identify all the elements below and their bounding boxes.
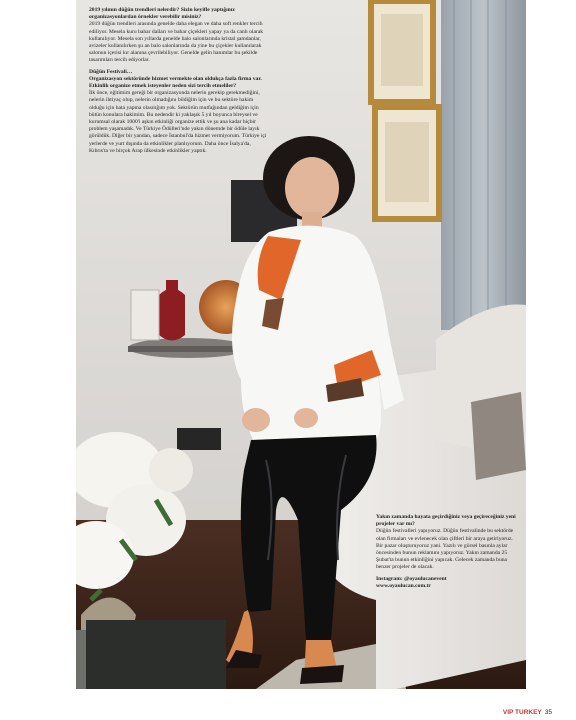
page-number: 35 <box>544 709 552 716</box>
interview-question: Yakın zamanda hayata geçirdiğiniz veya geçireceğiniz yeni projeler var mı? <box>376 514 516 528</box>
interview-answer: Düğün festivalleri yapıyoruz. Düğün festivalinde bu sektörde olan firmaları ve evlenecek olan çiftleri bir araya getiriyoruz. Bir pazar oluşturuyoruz yani. Yazılı ve görsel basınla aylar öncesinden bunun reklamını yapıyoruz. Yakın zamanda 25 Şubat'ta bunun etkinliğini yapıcak. Gelecek zamanda buna benzer projeler de olacak. <box>376 528 514 571</box>
website-url: www.oyaulucan.com.tr <box>376 582 431 589</box>
article-left-column <box>89 7 267 155</box>
section-heading: Düğün Festivali… <box>89 68 133 75</box>
magazine-brand: VIP TURKEY <box>502 709 542 716</box>
article-right-column <box>376 514 516 590</box>
interview-answer: 2019 düğün trendleri arasında genelde daha elegan ve daha soft renkler tercih ediliyor. Mesela kuru bahar dalları ve bahar çiçekleri yapay ya da canlı olarak kullanılıyor. Mesela son yıllarda genelde balo salonlarında kristal şamdanlar, avizeler kullanılırken şu an balo salonlarında da yine bu çiçekler kullanılarak salonun içerisi kır alanına çevrilebiliyor. Genelde gelin hanımlar bu şekilde tasarımları tercih ediyorlar. <box>89 21 264 64</box>
page-footer <box>503 709 552 716</box>
interview-question: 2019 yılının düğün trendleri nelerdir? Sizin keyifle yaptığınız organizasyonlardan örnekler verebilir misiniz? <box>89 7 235 21</box>
interview-answer: İlk önce, eğitimim gereği bir organizasyonda nelerin gerekip gerekmediğini, nelerin ihtiyaç olup, nelerin olmadığını bildiğim için ve bu sektöre hakim olduğu için hata yapma olasılığım yok. Sektörün mutfağından geldiğim için bütün konulara hakimim. Bu nedendir ki yaklaşık 5 yıl boyunca bireysel ve kurumsal olarak 1000'i aşkın etkinliği organize ettik ve şu ana kadar hiçbir problem yaşamadık. Ve Türkiye Ödülleri'nde yakın dönemde bir ödüle layık görüldük. Diğer bir yandan, sadece İstanbul'da hizmet vermiyorum. Türkiye içi yerlerde ve yurt dışında da etkinlikler planlıyorum. Daha önce İsalya'da, Kıbrıs'ta ve birçok Arap ülkesinde etkinlikler yaptık. <box>89 90 267 154</box>
interview-question: Organizasyon sektöründe hizmet vermekte olan oldukça fazla firma var. Etkinlik organize etmek isteyenler neden sizi tercih etmeliler? <box>89 75 262 90</box>
instagram-handle: Instagram: @oyaulucanevent <box>376 575 447 582</box>
